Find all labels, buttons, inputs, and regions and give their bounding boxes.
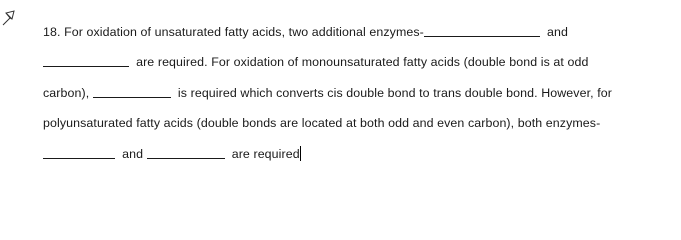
question-line-1	[43, 24, 568, 40]
answer-blank-3[interactable]	[93, 96, 171, 98]
answer-blank-5[interactable]	[147, 157, 225, 159]
question-line-2	[43, 54, 588, 70]
question-line-3	[43, 85, 612, 101]
question-line-5	[43, 146, 301, 162]
question-text: and	[122, 147, 144, 161]
text-cursor	[300, 146, 301, 161]
question-text: is required which converts cis double bond to trans double bond. However, for	[177, 86, 612, 100]
answer-blank-1[interactable]	[424, 35, 540, 37]
answer-blank-2[interactable]	[43, 65, 129, 67]
question-text: and	[546, 25, 568, 39]
question-text: are required	[231, 147, 300, 161]
question-line-4	[43, 115, 600, 131]
question-text: are required. For oxidation of monounsaturated fatty acids (double bond is at odd	[136, 55, 589, 69]
question-text: 18. For oxidation of unsaturated fatty acids, two additional enzymes-	[43, 25, 424, 39]
answer-blank-4[interactable]	[43, 157, 115, 159]
paragraph-move-icon[interactable]	[1, 9, 17, 27]
question-text: polyunsaturated fatty acids (double bonds are located at both odd and even carbon), both enzymes-	[43, 116, 601, 130]
question-text: carbon),	[43, 86, 90, 100]
